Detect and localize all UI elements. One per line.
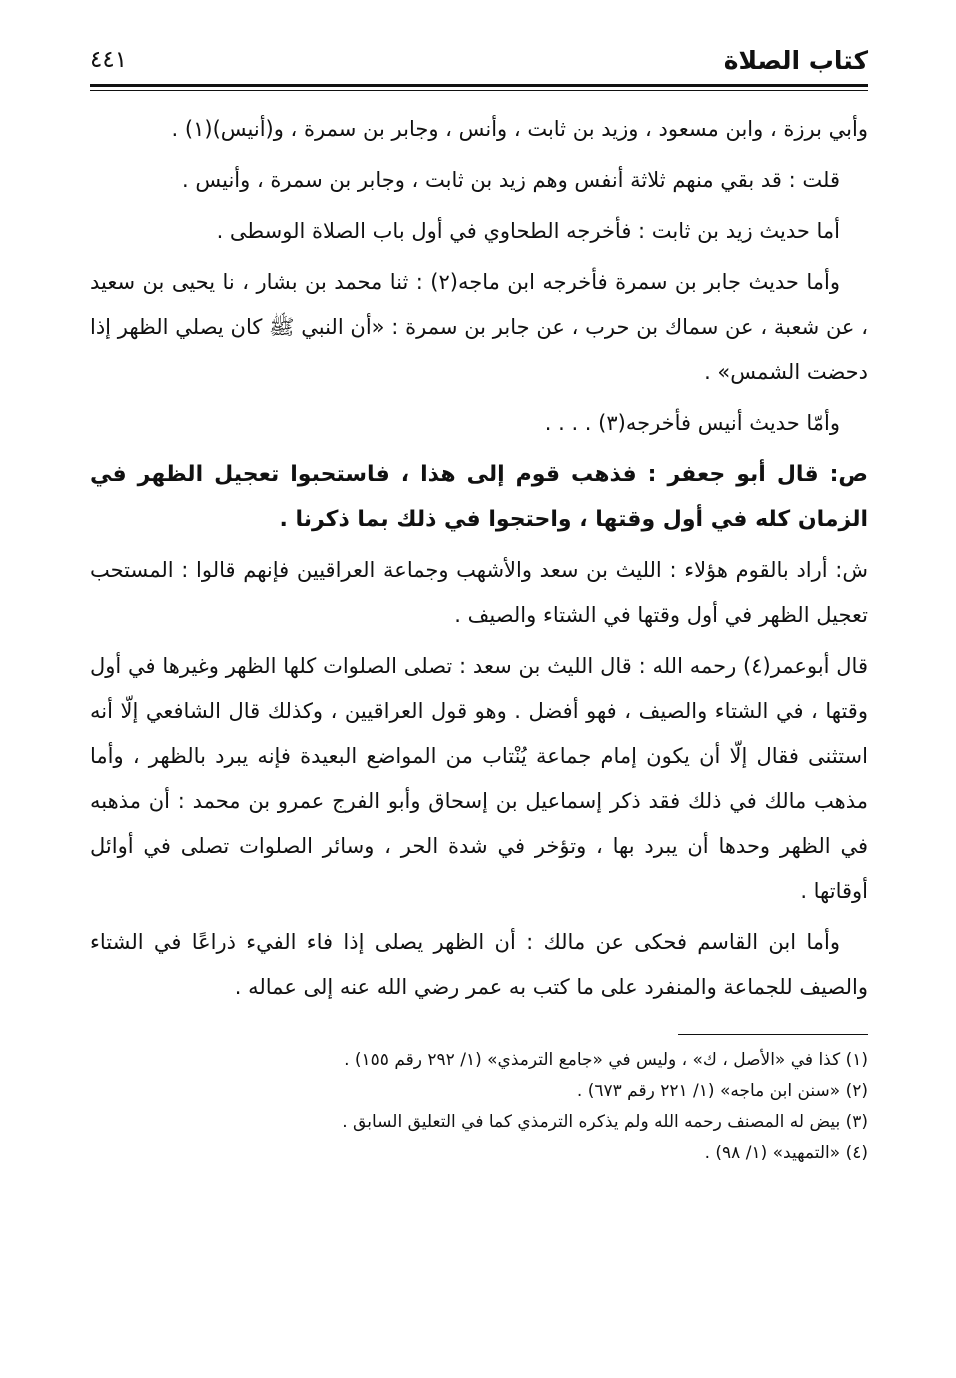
paragraph: قلت : قد بقي منهم ثلاثة أنفس وهم زيد بن ثابت ، وجابر بن سمرة ، وأنيس . [181,168,840,192]
paragraph: قال أبوعمر(٤) رحمه الله : قال الليث بن سعد : تصلى الصلوات كلها الظهر وغيرها في أول وقتها ، في الشتاء والصيف ، فهو أفضل . وهو قول العراقيين ، وكذلك قال الشافعي إلّا أنه استثنى فقال إلّا أن يكون إمام جماعة يُنْتاب من المواضع البعيدة فإنه يبرد بالظهر ، وأما مذهب مالك في ذلك فقد ذكر إسماعيل بن إسحاق وأبو الفرج عمرو بن محمد : أن مذهبه في الظهر وحدها أن يبرد بها ، وتؤخر في شدة الحر ، وسائر الصلوات تصلى في أوائل أوقاتها . [90,654,868,903]
paragraph: أما حديث زيد بن ثابت : فأخرجه الطحاوي في أول باب الصلاة الوسطى . [216,219,840,243]
footnote: (١) كذا في «الأصل ، ك» ، وليس في «جامع الترمذي» (١/ ٢٩٢ رقم ١٥٥) . [344,1050,868,1070]
footnotes [90,1045,868,1169]
main-text [90,107,868,1010]
footnote-divider [678,1034,868,1035]
page-number: ٤٤١ [90,47,128,73]
document-page [90,40,868,1169]
paragraph-sharh: ش: أراد بالقوم هؤلاء : الليث بن سعد والأشهب وجماعة العراقيين فإنهم قالوا : المستحب تعجيل الظهر في أول وقتها في الشتاء والصيف . [90,558,868,627]
header-rule-thick [90,84,868,87]
paragraph: وأما ابن القاسم فحكى عن مالك : أن الظهر يصلى إذا فاء الفيء ذراعًا في الشتاء والصيف للجماعة والمنفرد على ما كتب به عمر رضي الله عنه إلى عماله . [90,930,868,999]
paragraph-matn: ص: قال أبو جعفر : فذهب قوم إلى هذا ، فاستحبوا تعجيل الظهر في الزمان كله في أول وقتها ، واحتجوا في ذلك بما ذكرنا . [90,462,868,532]
page-header [90,40,868,80]
header-rule-thin [90,90,868,91]
paragraph: وأمّا حديث أنيس فأخرجه(٣) . . . . [544,411,840,435]
paragraph: وأبي برزة ، وابن مسعود ، وزيد بن ثابت ، وأنس ، وجابر بن سمرة ، و(أنيس)(١) . [171,117,868,141]
paragraph: وأما حديث جابر بن سمرة فأخرجه ابن ماجه(٢) : ثنا محمد بن بشار ، نا يحيى بن سعيد ، عن شعبة ، عن سماك بن حرب ، عن جابر بن سمرة : «أن النبي ﷺ كان يصلي الظهر إذا دحضت الشمس» . [90,270,868,384]
footnote: (٤) «التمهيد» (١/ ٩٨) . [704,1143,868,1163]
footnote: (٢) «سنن ابن ماجه» (١/ ٢٢١ رقم ٦٧٣) . [576,1081,868,1101]
footnote: (٣) بيض له المصنف رحمه الله ولم يذكره الترمذي كما في التعليق السابق . [342,1112,868,1132]
chapter-title: كتاب الصلاة [723,45,868,75]
